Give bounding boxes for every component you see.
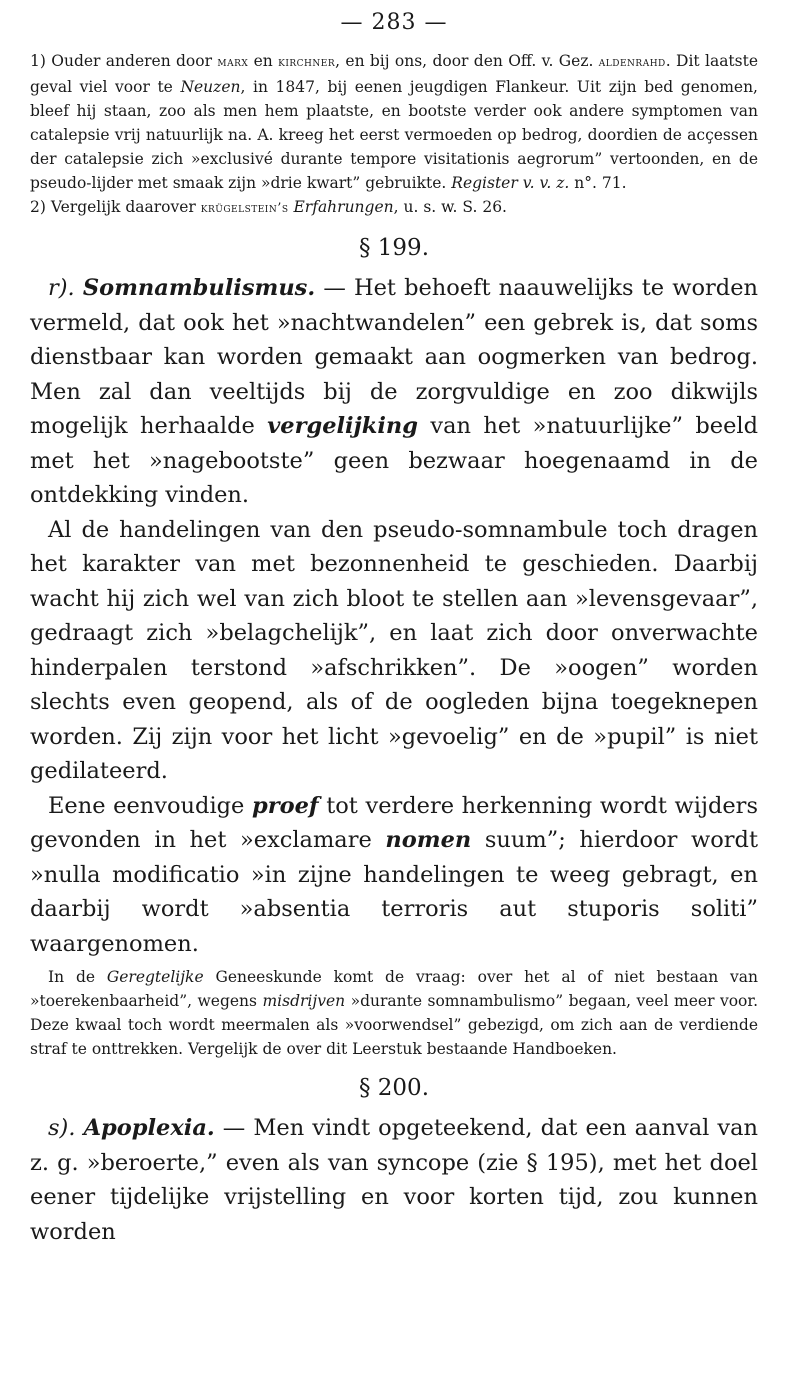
note-text: In de: [48, 968, 107, 986]
section-200-paragraph-1: [30, 1111, 758, 1249]
footnote-text: Ouder anderen door: [45, 52, 218, 70]
footnote-text: n°. 71.: [569, 174, 627, 192]
footnote-text: , in 1847, bij eenen jeugdigen Flankeur. Uit zijn bed genomen, bleef hij staan, zoo als men hem plaatste, en bootste verder ook andere symptomen van catalepsie vrij natuurlijk na. A. kreeg het eerst vermoeden op bedrog, doordien de acçessen der catalepsie zich »exclusivé durante tempore visitationis aegrorum” vertoonden, en de pseudo-lijder met smaak zijn »drie kwart” gebruikte.: [30, 78, 758, 192]
book-title: Erfahrungen: [293, 198, 394, 216]
footnote-text: en: [248, 52, 279, 70]
footnote-marker: 2): [30, 198, 46, 216]
paragraph-text: Eene eenvoudige: [48, 792, 252, 819]
section-heading-200: § 200.: [358, 1075, 430, 1101]
footnote-text: . Dit laatste geval viel voor te: [30, 52, 759, 96]
section-title: Apoplexia.: [83, 1115, 215, 1141]
place-name: Neuzen: [180, 78, 241, 96]
footnote-text: , en bij ons, door den Off. v. Gez.: [335, 52, 599, 70]
section-199-paragraph-2: Al de handelingen van den pseudo-somnambule toch dragen het karakter van met bezonnenheid te geschieden. Daarbij wacht hij zich wel van zich bloot te stellen aan »levensgevaar”, gedraagt zich »belagchelijk”, en laat zich door onverwachte hinderpalen terstond »afschrikken”. De »oogen” worden slechts even geopend, als of de oogleden bijna toegeknepen worden. Zij zijn voor het licht »gevoelig” en de »pupil” is niet gedilateerd.: [30, 516, 758, 784]
section-199-note: [30, 965, 758, 1061]
section-199-paragraph-1: [30, 271, 758, 513]
footnote-text: Vergelijk daarover: [45, 198, 201, 216]
author-name: krügelstein’s: [200, 201, 289, 216]
emphasis-term: Geregtelijke: [106, 968, 204, 986]
section-letter: s).: [48, 1115, 76, 1141]
paragraph-text: tot verdere herkenning wordt wijders gevonden in het »exclamare: [30, 792, 758, 853]
author-name: kirchner: [278, 55, 336, 70]
emphasis-term: proef: [252, 792, 319, 819]
section-heading-199: § 199.: [358, 235, 430, 261]
emphasis-term: nomen: [385, 827, 472, 853]
register-reference: Register v. v. z.: [451, 174, 570, 192]
footnote-text: , u. s. w. S. 26.: [393, 198, 507, 216]
note-text: Geneeskunde komt de vraag: over het al of niet bestaan van »toerekenbaarheid”, wegens: [30, 968, 758, 1010]
author-name: aldenrahd: [598, 55, 666, 70]
paragraph-text: — Het behoeft naauwelijks te worden vermeld, dat ook het »nachtwandelen” een gebrek is, dat soms dienstbaar kan worden gemaakt aan oogmerken van bedrog. Men zal dan veeltijds bij de zorgvuldige en zoo dikwijls mogelijk herhaalde: [30, 275, 758, 439]
emphasis-term: vergelijking: [267, 413, 418, 439]
footnote-1: [30, 49, 758, 195]
paragraph-text: suum”; hierdoor wordt »nulla modificatio »in zijne handelingen te weeg gebragt, en daarbij wordt »absentia terroris aut stuporis soliti” waargenomen.: [30, 827, 758, 957]
section-199-paragraph-3: [30, 789, 758, 962]
footnote-marker: 1): [30, 52, 46, 70]
author-name: marx: [217, 55, 249, 70]
paragraph-text: — Men vindt opgeteekend, dat een aanval van z. g. »beroerte,” even als van syncope (zie § 195), met het doel eener tijdelijke vrijstelling en voor korten tijd, zou kunnen worden: [30, 1115, 759, 1245]
section-title: Somnambulismus.: [82, 275, 316, 301]
emphasis-term: misdrijven: [262, 992, 346, 1010]
paragraph-text: van het »natuurlijke” beeld met het »nagebootste” geen bezwaar hoegenaamd in de ontdekking vinden.: [30, 413, 758, 508]
footnote-2: [30, 195, 758, 221]
page-number: — 283 —: [340, 10, 448, 35]
section-letter: r).: [48, 275, 75, 301]
note-text: »durante somnambulismo” begaan, veel meer voor. Deze kwaal toch wordt meermalen als »voorwendsel” gebezigd, om zich aan de verdiende straf te onttrekken. Vergelijk de over dit Leerstuk bestaande Handboeken.: [30, 992, 759, 1058]
